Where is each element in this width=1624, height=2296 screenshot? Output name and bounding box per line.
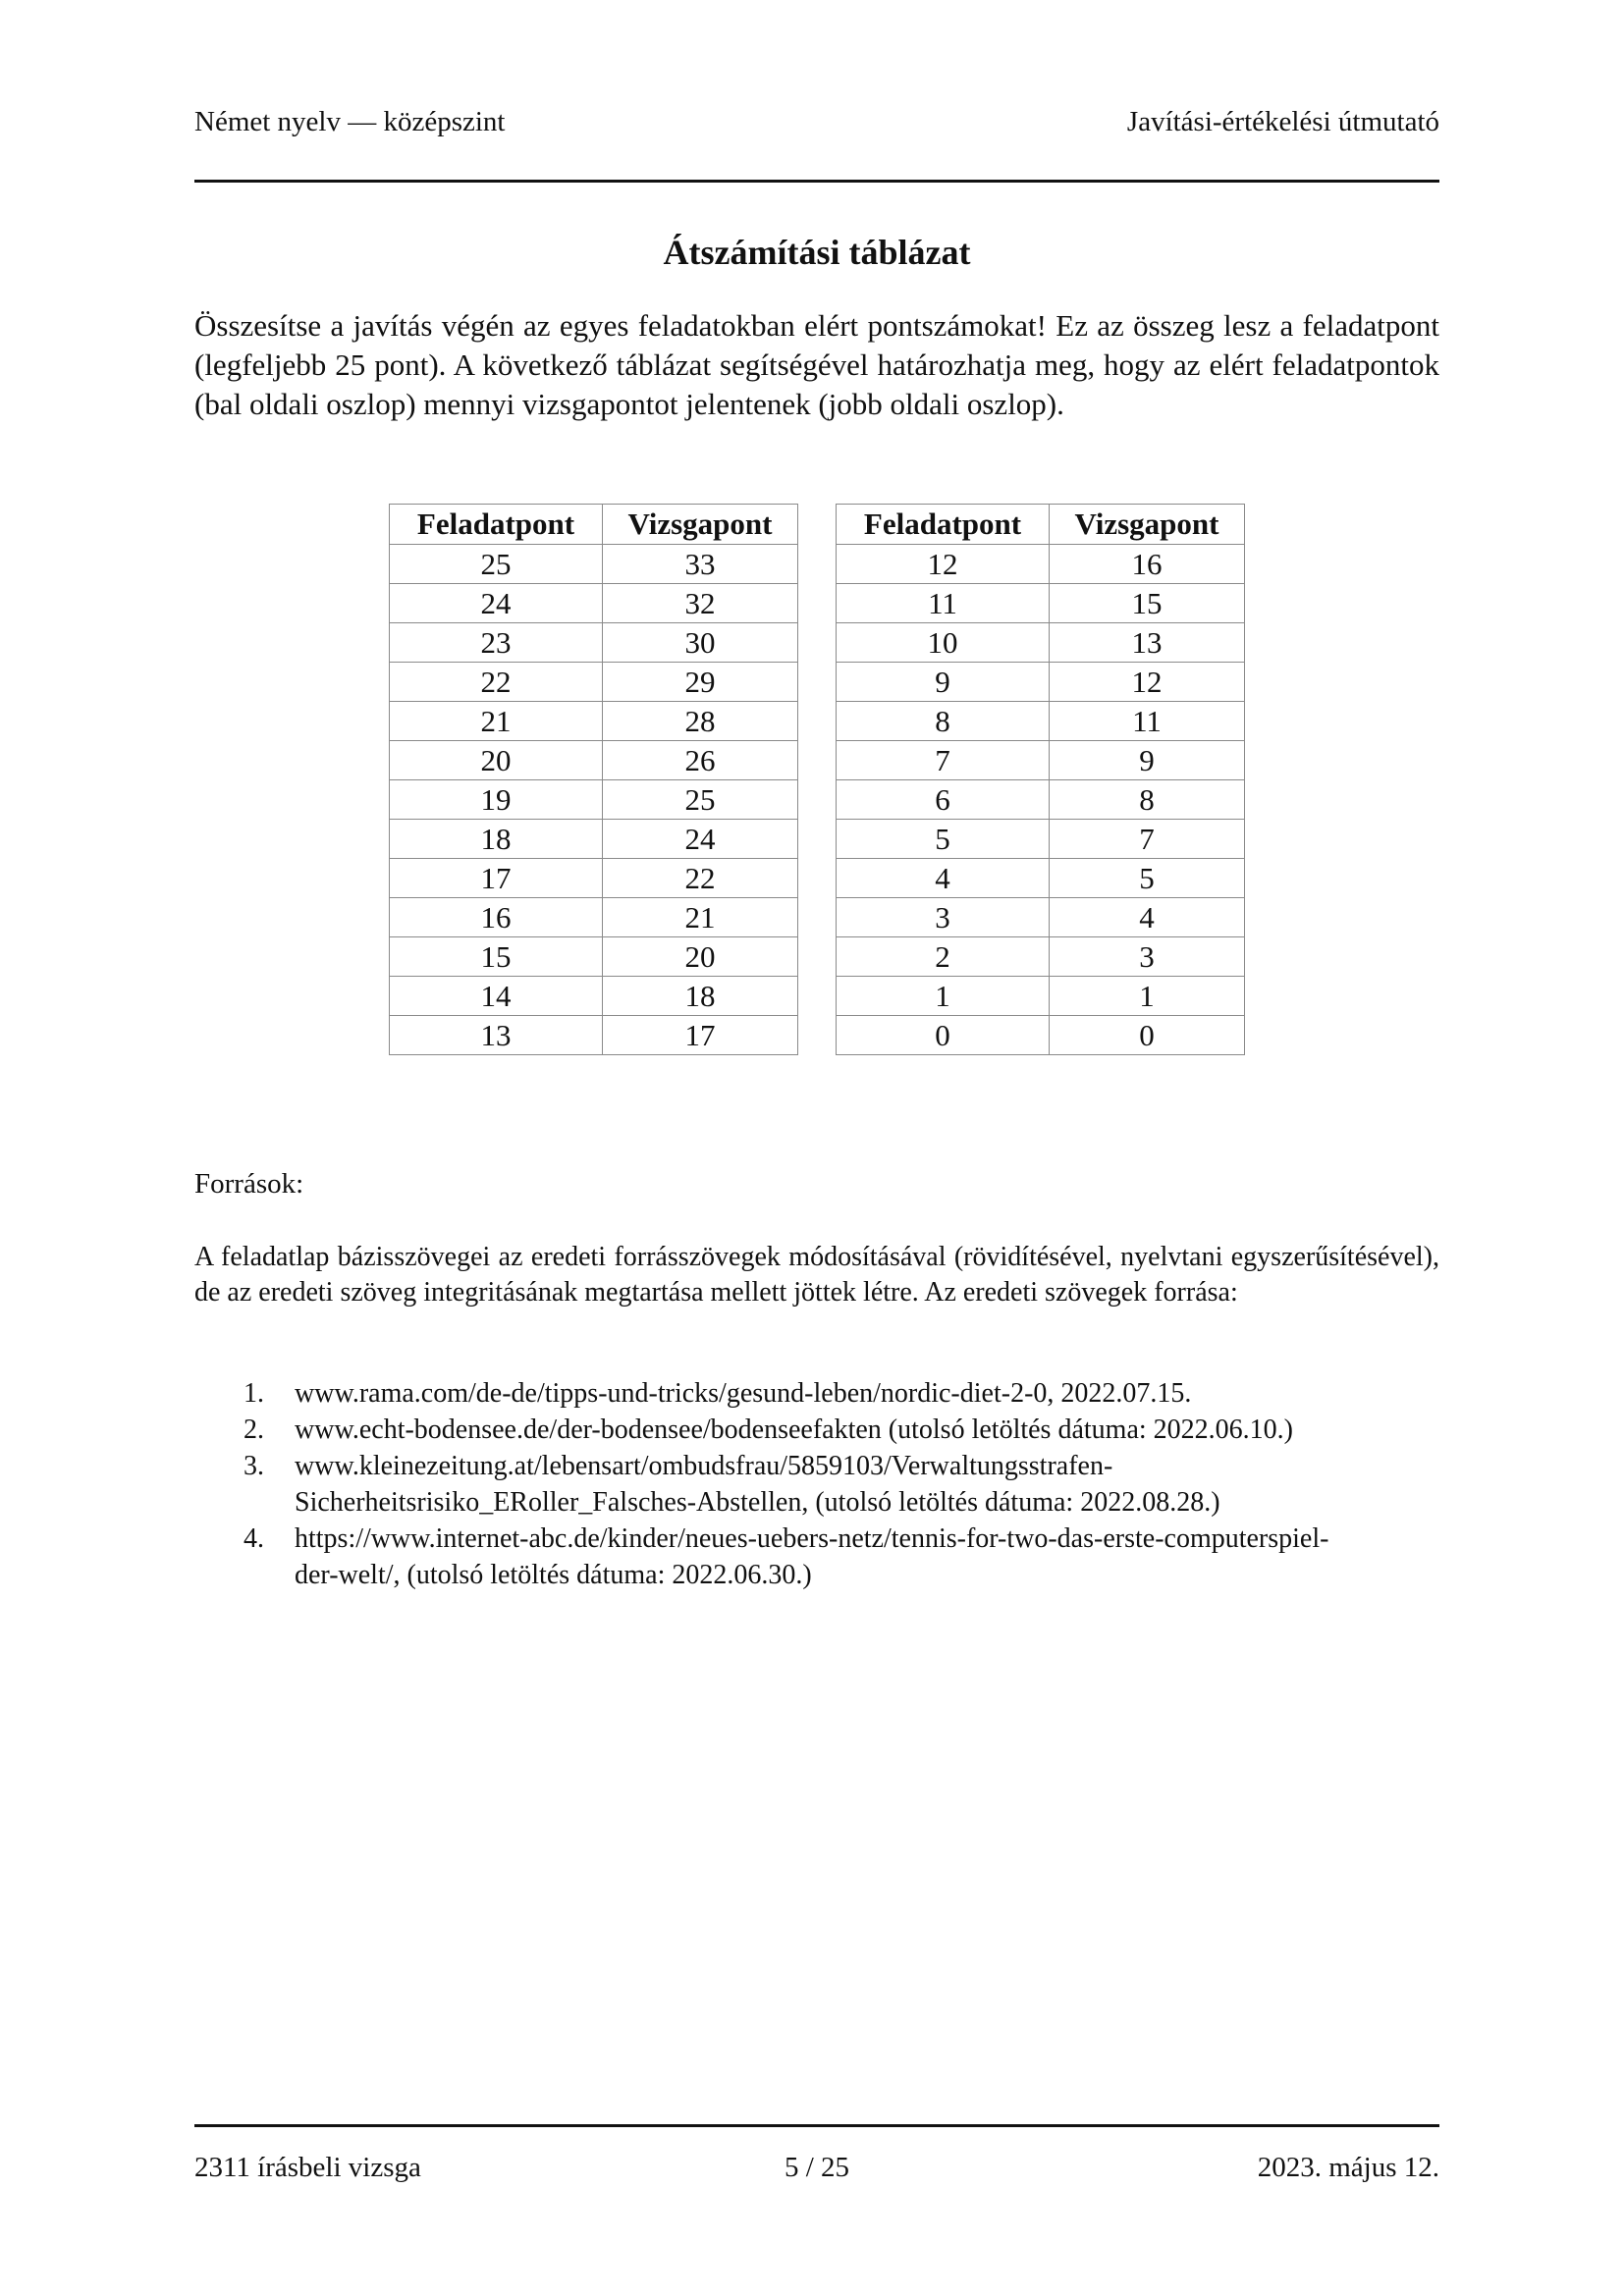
vizsgapont-cell: 17 (603, 1016, 798, 1055)
table-header-row (390, 505, 798, 545)
header-doc-type: Javítási-értékelési útmutató (1126, 106, 1439, 137)
sources-heading: Források: (194, 1168, 304, 1200)
table-row (390, 584, 798, 623)
page-header (194, 106, 1439, 145)
table-row (390, 663, 798, 702)
table-row (390, 820, 798, 859)
feladatpont-cell: 0 (837, 1016, 1050, 1055)
table-row (390, 741, 798, 780)
feladatpont-cell: 3 (837, 898, 1050, 937)
vizsgapont-cell: 4 (1050, 898, 1245, 937)
table-row (837, 663, 1245, 702)
feladatpont-cell: 7 (837, 741, 1050, 780)
table-row (837, 584, 1245, 623)
column-header-feladatpont: Feladatpont (390, 505, 603, 545)
vizsgapont-cell: 3 (1050, 937, 1245, 977)
source-item-text: www.echt-bodensee.de/der-bodensee/bodenseefakten (utolsó letöltés dátuma: 2022.06.10.) (295, 1415, 1293, 1445)
table-header-row (837, 505, 1245, 545)
source-item-text: www.rama.com/de-de/tipps-und-tricks/gesund-leben/nordic-diet-2-0, 2022.07.15. (295, 1378, 1192, 1409)
table-row (837, 702, 1245, 741)
feladatpont-cell: 23 (390, 623, 603, 663)
vizsgapont-cell: 32 (603, 584, 798, 623)
column-header-vizsgapont: Vizsgapont (1050, 505, 1245, 545)
feladatpont-cell: 19 (390, 780, 603, 820)
feladatpont-cell: 16 (390, 898, 603, 937)
vizsgapont-cell: 16 (1050, 545, 1245, 584)
feladatpont-cell: 12 (837, 545, 1050, 584)
header-divider (194, 180, 1439, 183)
conversion-table-left (389, 504, 798, 1055)
feladatpont-cell: 5 (837, 820, 1050, 859)
sources-list (194, 1375, 1439, 1593)
vizsgapont-cell: 25 (603, 780, 798, 820)
feladatpont-cell: 22 (390, 663, 603, 702)
vizsgapont-cell: 26 (603, 741, 798, 780)
vizsgapont-cell: 8 (1050, 780, 1245, 820)
table-row (837, 741, 1245, 780)
vizsgapont-cell: 15 (1050, 584, 1245, 623)
vizsgapont-cell: 12 (1050, 663, 1245, 702)
vizsgapont-cell: 1 (1050, 977, 1245, 1016)
feladatpont-cell: 6 (837, 780, 1050, 820)
feladatpont-cell: 8 (837, 702, 1050, 741)
vizsgapont-cell: 5 (1050, 859, 1245, 898)
table-row (390, 702, 798, 741)
page-footer (194, 2152, 1439, 2191)
page-title: Átszámítási táblázat (663, 233, 971, 272)
column-header-feladatpont: Feladatpont (837, 505, 1050, 545)
vizsgapont-cell: 24 (603, 820, 798, 859)
source-item (194, 1448, 1439, 1521)
vizsgapont-cell: 20 (603, 937, 798, 977)
table-row (390, 859, 798, 898)
feladatpont-cell: 20 (390, 741, 603, 780)
header-subject: Német nyelv — középszint (194, 106, 506, 137)
vizsgapont-cell: 33 (603, 545, 798, 584)
sources-intro: A feladatlap bázisszövegei az eredeti forrásszövegek módosításával (rövidítésével, nyelvtani egyszerűsítésével), de az eredeti szöveg integritásának megtartása mellett jöttek létre. Az eredeti szövegek forrása: (194, 1242, 1439, 1308)
feladatpont-cell: 4 (837, 859, 1050, 898)
vizsgapont-cell: 0 (1050, 1016, 1245, 1055)
table-row (390, 898, 798, 937)
table-row (390, 780, 798, 820)
feladatpont-cell: 25 (390, 545, 603, 584)
vizsgapont-cell: 28 (603, 702, 798, 741)
footer-date: 2023. május 12. (1257, 2152, 1439, 2183)
feladatpont-cell: 13 (390, 1016, 603, 1055)
source-item (194, 1375, 1439, 1412)
feladatpont-cell: 15 (390, 937, 603, 977)
page-number: 5 / 25 (784, 2152, 850, 2183)
vizsgapont-cell: 13 (1050, 623, 1245, 663)
source-item (194, 1412, 1439, 1448)
table-row (837, 780, 1245, 820)
footer-exam-code: 2311 írásbeli vizsga (194, 2152, 421, 2183)
table-row (390, 1016, 798, 1055)
table-row (390, 977, 798, 1016)
vizsgapont-cell: 29 (603, 663, 798, 702)
table-row (837, 545, 1245, 584)
feladatpont-cell: 14 (390, 977, 603, 1016)
source-item-text: https://www.internet-abc.de/kinder/neues-uebers-netz/tennis-for-two-das-erste-computerspiel- der-welt/, (utolsó letöltés dátuma: 2022.06.30.) (295, 1523, 1329, 1590)
vizsgapont-cell: 22 (603, 859, 798, 898)
source-item-number: 1. (244, 1378, 264, 1409)
source-item (194, 1521, 1439, 1593)
table-row (837, 820, 1245, 859)
vizsgapont-cell: 9 (1050, 741, 1245, 780)
table-row (837, 859, 1245, 898)
feladatpont-cell: 2 (837, 937, 1050, 977)
vizsgapont-cell: 21 (603, 898, 798, 937)
table-row (837, 1016, 1245, 1055)
vizsgapont-cell: 11 (1050, 702, 1245, 741)
feladatpont-cell: 10 (837, 623, 1050, 663)
feladatpont-cell: 17 (390, 859, 603, 898)
feladatpont-cell: 18 (390, 820, 603, 859)
feladatpont-cell: 11 (837, 584, 1050, 623)
footer-divider (194, 2124, 1439, 2127)
intro-paragraph: Összesítse a javítás végén az egyes feladatokban elért pontszámokat! Ez az összeg lesz a feladatpont (legfeljebb 25 pont). A következő táblázat segítségével határozhatja meg, hogy az elért feladatpontok (bal oldali oszlop) mennyi vizsgapontot jelentenek (jobb oldali oszlop). (194, 308, 1439, 421)
vizsgapont-cell: 18 (603, 977, 798, 1016)
vizsgapont-cell: 30 (603, 623, 798, 663)
feladatpont-cell: 24 (390, 584, 603, 623)
source-item-number: 3. (244, 1451, 264, 1481)
conversion-table-right (836, 504, 1245, 1055)
feladatpont-cell: 9 (837, 663, 1050, 702)
table-row (390, 623, 798, 663)
source-item-text: www.kleinezeitung.at/lebensart/ombudsfrau/5859103/Verwaltungsstrafen- Sicherheitsrisiko_ERoller_Falsches-Abstellen, (utolsó letöltés dátuma: 2022.08.28.) (295, 1451, 1220, 1518)
source-item-number: 4. (244, 1523, 264, 1554)
source-item-number: 2. (244, 1415, 264, 1445)
feladatpont-cell: 1 (837, 977, 1050, 1016)
table-row (837, 977, 1245, 1016)
table-row (390, 937, 798, 977)
table-row (837, 937, 1245, 977)
column-header-vizsgapont: Vizsgapont (603, 505, 798, 545)
table-row (837, 623, 1245, 663)
table-row (390, 545, 798, 584)
vizsgapont-cell: 7 (1050, 820, 1245, 859)
feladatpont-cell: 21 (390, 702, 603, 741)
table-row (837, 898, 1245, 937)
